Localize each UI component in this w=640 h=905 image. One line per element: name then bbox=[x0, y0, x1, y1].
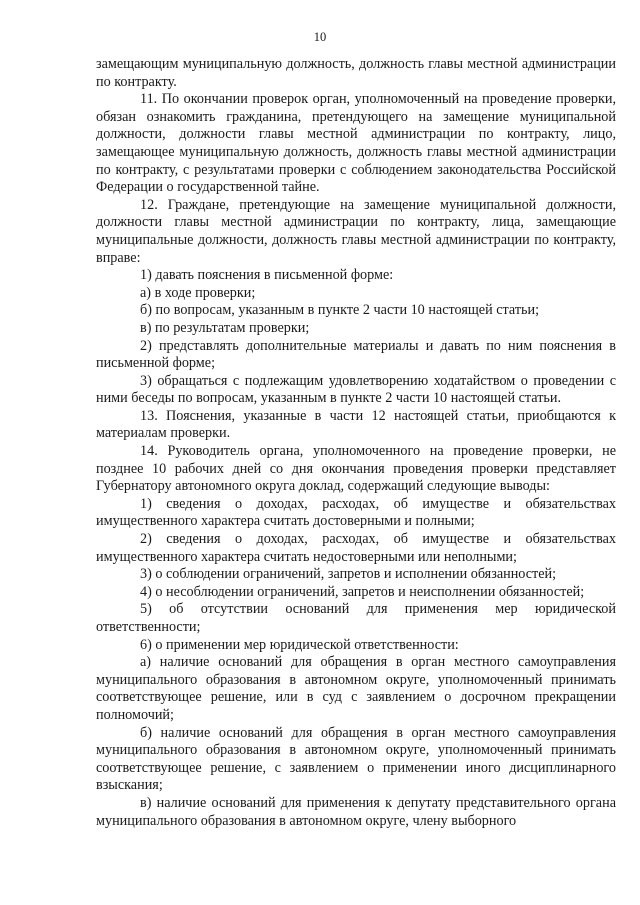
subitem-14-6-a: а) наличие оснований для обращения в орган местного самоуправления муниципального образования в автономном округе, уполномоченный принимать соответствующее решение, или в суд с заявлением о досрочном прекращении полномочий; bbox=[96, 654, 616, 723]
subitem-14-6-b: б) наличие оснований для обращения в орган местного самоуправления муниципального образования в автономном округе, уполномоченный принимать соответствующее решение, с заявлением о применении иного дисциплинарного взыскания; bbox=[96, 724, 616, 794]
subitem-14-6-v: в) наличие оснований для применения к депутату представительного органа муниципального образования в автономном округе, члену выборного bbox=[96, 794, 616, 829]
subitem-12-2: 2) представлять дополнительные материалы и давать по ним пояснения в письменной форме; bbox=[96, 337, 616, 372]
document-body bbox=[96, 56, 616, 830]
subitem-14-3: 3) о соблюдении ограничений, запретов и исполнении обязанностей; bbox=[140, 566, 557, 583]
subitem-12-1-b: б) по вопросам, указанным в пункте 2 части 10 настоящей статьи; bbox=[140, 302, 540, 319]
subitem-14-5: 5) об отсутствии оснований для применения мер юридической ответственности; bbox=[96, 601, 616, 635]
subitem-14-1: 1) сведения о доходах, расходах, об имуществе и обязательствах имущественного характера считать достоверными и полными; bbox=[96, 495, 616, 530]
subitem-12-3: 3) обращаться с подлежащим удовлетворению ходатайством о проведении с ними беседы по вопросам, указанным в пункте 2 части 10 настоящей статьи. bbox=[96, 372, 616, 407]
subitem-14-4: 4) о несоблюдении ограничений, запретов и неисполнении обязанностей; bbox=[140, 583, 585, 600]
paragraph-item-13: 13. Пояснения, указанные в части 12 настоящей статьи, приобщаются к материалам проверки. bbox=[96, 407, 616, 442]
subitem-14-6: 6) о применении мер юридической ответственности: bbox=[140, 636, 459, 653]
subitem-12-1: 1) давать пояснения в письменной форме: bbox=[140, 267, 394, 284]
subitem-14-2: 2) сведения о доходах, расходах, об имуществе и обязательствах имущественного характера считать недостоверными или неполными; bbox=[96, 531, 616, 565]
page-number: 10 bbox=[313, 30, 327, 44]
paragraph-item-11: 11. По окончании проверок орган, уполномоченный на проведение проверки, обязан ознакомить гражданина, претендующего на замещение муниципальной должности, должности главы местной администрации по контракту, лицо, замещающее муниципальную должность, должность главы местной администрации по контракту, с результатами проверки с соблюдением законодательства Российской Федерации о государственной тайне. bbox=[96, 91, 616, 196]
paragraph-item-14: 14. Руководитель органа, уполномоченного на проведение проверки, не позднее 10 рабочих дней со дня окончания проведения проверки представляет Губернатору автономного округа доклад, содержащий следующие выводы: bbox=[96, 443, 616, 495]
paragraph-item-12: 12. Граждане, претендующие на замещение муниципальной должности, должности главы местной администрации по контракту, лица, замещающие муниципальные должности, должность главы местной администрации по контракту, вправе: bbox=[96, 196, 616, 266]
paragraph-continuation: замещающим муниципальную должность, должность главы местной администрации по контракту. bbox=[96, 56, 616, 90]
subitem-12-1-v: в) по результатам проверки; bbox=[140, 319, 310, 336]
subitem-12-1-a: а) в ходе проверки; bbox=[140, 284, 256, 301]
